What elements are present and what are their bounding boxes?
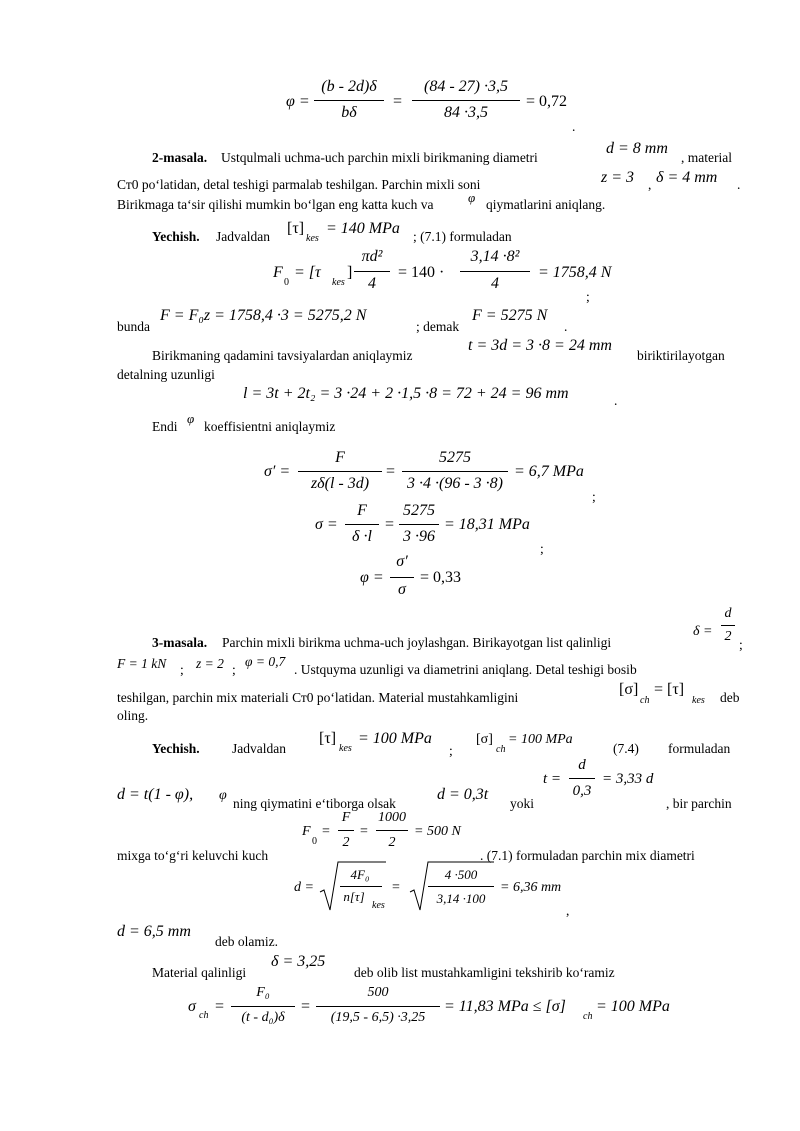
- sigma-bracket: [σ]: [619, 681, 639, 698]
- frac-den: 2: [388, 835, 396, 850]
- frac-num: πd²: [361, 248, 383, 265]
- frac-bar: [402, 471, 508, 472]
- phi-symbol: φ: [187, 411, 195, 426]
- text: oling.: [117, 708, 149, 723]
- problem-label: 2-masala.: [152, 150, 208, 165]
- subscript: ch: [640, 695, 650, 706]
- reference: (7.4): [613, 741, 639, 756]
- text: deb olamiz.: [215, 934, 278, 949]
- problem-text: qiymatlarini aniqlang.: [486, 197, 606, 212]
- frac-den: δ ·l: [352, 528, 372, 545]
- period: .: [737, 177, 741, 192]
- frac-den: (t - d₀)δ: [241, 1010, 285, 1025]
- frac-bar: [345, 524, 379, 525]
- delta-value: δ = 4 mm: [656, 169, 718, 186]
- frac-bar: [460, 271, 530, 272]
- frac-num: F₀: [256, 985, 270, 1000]
- phi-lhs: φ =: [286, 93, 310, 110]
- sigma-bracket: [σ]: [476, 732, 493, 747]
- phi-value: φ = 0,7: [245, 654, 286, 669]
- phi-symbol: φ: [468, 190, 476, 205]
- tau-close: ]: [347, 264, 353, 281]
- frac-den: 4: [368, 275, 376, 292]
- sigma-value: = 100 MPa: [508, 732, 573, 747]
- d-result: = 6,36 mm: [500, 880, 562, 895]
- z-value: z = 2: [196, 656, 224, 671]
- frac-den: 3 ·4 ·(96 - 3 ·8): [407, 475, 503, 492]
- text: , material: [681, 150, 732, 165]
- frac-num: F: [357, 502, 367, 519]
- text: biriktirilayotgan: [637, 348, 725, 363]
- d-rounded: d = 6,5 mm: [117, 923, 191, 940]
- frac-den: n[τ]: [343, 889, 365, 904]
- text: detalning uzunligi: [117, 367, 215, 382]
- frac-num: F: [335, 449, 345, 466]
- frac-num: 5275: [439, 449, 471, 466]
- subscript: kes: [339, 743, 352, 754]
- frac-bar: [376, 830, 408, 831]
- l-equation: l = 3t + 2t₂ = 3 ·24 + 2 ·1,5 ·8 = 72 + 24 = 96 mm: [243, 385, 569, 402]
- frac-num: d: [724, 606, 732, 621]
- sigma-ch-limit: = 100 MPa: [596, 998, 670, 1015]
- subscript: kes: [692, 695, 705, 706]
- f0-lhs: F: [302, 824, 311, 839]
- frac-bar: [412, 100, 520, 101]
- semicolon: ;: [586, 289, 590, 304]
- subscript: kes: [306, 233, 319, 244]
- frac-den: 2: [342, 835, 350, 850]
- equals: =: [385, 516, 395, 533]
- period: .: [614, 393, 618, 408]
- text: mixga to‘g‘ri keluvchi kuch: [117, 848, 269, 863]
- frac-bar: [354, 271, 390, 272]
- subscript: 0: [312, 836, 317, 847]
- frac2-den: 84 ·3,5: [444, 104, 488, 121]
- frac-bar: [298, 471, 382, 472]
- f-value: F = 1 kN: [117, 656, 167, 671]
- equals: =: [322, 824, 330, 839]
- frac-num: 3,14 ·8²: [470, 248, 520, 265]
- phi-lhs: φ =: [360, 569, 384, 586]
- tau-bracket: [τ]: [319, 730, 337, 747]
- frac-bar: [721, 625, 735, 626]
- result: = 0,72: [526, 93, 568, 110]
- f0-lhs: F: [273, 264, 283, 281]
- text: bunda: [117, 319, 150, 334]
- t-lhs: t =: [543, 771, 562, 787]
- frac-den: 0,3: [572, 783, 592, 799]
- semicolon: ;: [739, 637, 743, 652]
- d-value: d = 8 mm: [606, 140, 668, 157]
- text: ; demak: [416, 319, 460, 334]
- tau-open: = [τ: [294, 264, 321, 281]
- t-result: = 3,33 d: [602, 771, 654, 787]
- sigma-lhs: σ =: [315, 516, 338, 533]
- frac-den: 4: [491, 275, 499, 292]
- problem-text: Ст0 po‘latidan, detal teshigi parmalab teshilgan. Parchin mixli soni: [117, 177, 481, 192]
- text: deb: [720, 690, 740, 705]
- d-value: d = 0,3t: [437, 786, 489, 803]
- subscript: kes: [372, 900, 385, 911]
- frac-bar: [569, 778, 595, 779]
- semicolon: ;: [180, 662, 184, 677]
- frac1-den: bδ: [341, 104, 357, 121]
- tau-value: = 100 MPa: [358, 730, 432, 747]
- text: Jadvaldan: [232, 741, 286, 756]
- equals: =: [392, 880, 400, 895]
- subscript: kes: [332, 277, 345, 288]
- subscript: ch: [583, 1011, 593, 1022]
- text: Jadvaldan: [216, 229, 270, 244]
- semicolon: ;: [449, 743, 453, 758]
- text: Endi: [152, 419, 178, 434]
- text: Material qalinligi: [152, 965, 247, 980]
- frac-den: 3,14 ·100: [436, 891, 486, 906]
- f0-result: = 500 N: [414, 824, 461, 839]
- f-equation: F = F₀z = 1758,4 ·3 = 5275,2 N: [160, 307, 367, 324]
- subscript: ch: [496, 744, 506, 755]
- period: .: [564, 319, 568, 334]
- equals: =: [301, 998, 311, 1015]
- result: = 0,33: [420, 569, 462, 586]
- frac-den: (19,5 - 6,5) ·3,25: [330, 1010, 426, 1025]
- tau-bracket: = [τ]: [654, 681, 685, 698]
- comma: ,: [566, 903, 570, 918]
- frac2-num: (84 - 27) ·3,5: [424, 78, 508, 95]
- text: koeffisientni aniqlaymiz: [204, 419, 336, 434]
- subscript: ch: [199, 1010, 209, 1021]
- semicolon: ;: [540, 541, 544, 556]
- text: Birikmaning qadamini tavsiyalardan aniqlaymiz: [152, 348, 413, 363]
- semicolon: ;: [232, 662, 236, 677]
- f-rounded: F = 5275 N: [472, 307, 548, 324]
- text: ning qiymatini e‘tiborga olsak: [233, 796, 396, 811]
- text: formuladan: [668, 741, 731, 756]
- text: yoki: [510, 796, 535, 811]
- frac-num: 4F₀: [350, 867, 370, 882]
- sigma-prime-lhs: σ′ =: [264, 463, 291, 480]
- text: ; (7.1) formuladan: [413, 229, 512, 244]
- d-lhs: d =: [294, 880, 314, 895]
- equals: =: [393, 93, 403, 110]
- problem-text: . Ustquyma uzunligi va diametrini aniqlang. Detal teshigi bosib: [294, 662, 637, 677]
- subscript: 0: [284, 277, 289, 288]
- frac-num: 1000: [378, 810, 406, 825]
- f0-result: = 1758,4 N: [538, 264, 612, 281]
- frac1-num: (b - 2d)δ: [321, 78, 377, 95]
- problem-text: Ustqulmali uchma-uch parchin mixli birikmaning diametri: [221, 150, 538, 165]
- result: = 6,7 MPa: [514, 463, 584, 480]
- problem-text: teshilgan, parchin mix materiali Ст0 po‘latidan. Material mustahkamligini: [117, 690, 519, 705]
- t-equation: t = 3d = 3 ·8 = 24 mm: [468, 337, 612, 354]
- frac-num: σ′: [396, 553, 408, 570]
- frac-bar: [390, 577, 414, 578]
- equals: =: [215, 998, 225, 1015]
- frac-den: 2: [724, 629, 732, 644]
- delta-lhs: δ =: [693, 624, 713, 639]
- problem-text: Birikmaga ta‘sir qilishi mumkin bo‘lgan eng katta kuch va: [117, 197, 434, 212]
- frac-den: 3 ·96: [403, 528, 435, 545]
- text: , bir parchin: [666, 796, 732, 811]
- solution-label: Yechish.: [152, 229, 200, 244]
- semicolon: ;: [592, 489, 596, 504]
- text: deb olib list mustahkamligini tekshirib ko‘ramiz: [354, 965, 615, 980]
- tau-value: = 140 MPa: [326, 220, 400, 237]
- frac-num: 4 ·500: [444, 867, 478, 882]
- equals: =: [386, 463, 396, 480]
- d-formula: d = t(1 - φ),: [117, 786, 194, 803]
- text: . (7.1) formuladan parchin mix diametri: [480, 848, 695, 863]
- frac-bar: [338, 830, 354, 831]
- solution-label: Yechish.: [152, 741, 200, 756]
- frac-bar: [428, 886, 494, 887]
- frac-bar: [314, 100, 384, 101]
- problem-label: 3-masala.: [152, 635, 208, 650]
- frac-bar: [340, 886, 382, 887]
- sigma-ch-result: = 11,83 MPa ≤ [σ]: [444, 998, 566, 1015]
- frac-num: 500: [367, 985, 389, 1000]
- z-value: z = 3: [601, 169, 635, 186]
- frac-den: σ: [398, 581, 406, 598]
- frac-num: F: [341, 810, 351, 825]
- comma: ,: [648, 177, 652, 192]
- delta-value: δ = 3,25: [271, 953, 326, 970]
- problem-text: Parchin mixli birikma uchma-uch joylashgan. Birikayotgan list qalinligi: [222, 635, 612, 650]
- phi-symbol: φ: [219, 788, 227, 803]
- frac-num: d: [578, 757, 586, 773]
- frac-den: zδ(l - 3d): [310, 475, 370, 492]
- period: .: [572, 119, 576, 134]
- mid: = 140 ·: [398, 264, 445, 281]
- frac-bar: [399, 524, 439, 525]
- sigma-ch-lhs: σ: [188, 998, 196, 1015]
- tau-bracket: [τ]: [287, 220, 305, 237]
- equals: =: [360, 824, 368, 839]
- frac-bar: [316, 1006, 440, 1007]
- result: = 18,31 MPa: [444, 516, 530, 533]
- frac-bar: [231, 1006, 295, 1007]
- frac-num: 5275: [403, 502, 435, 519]
